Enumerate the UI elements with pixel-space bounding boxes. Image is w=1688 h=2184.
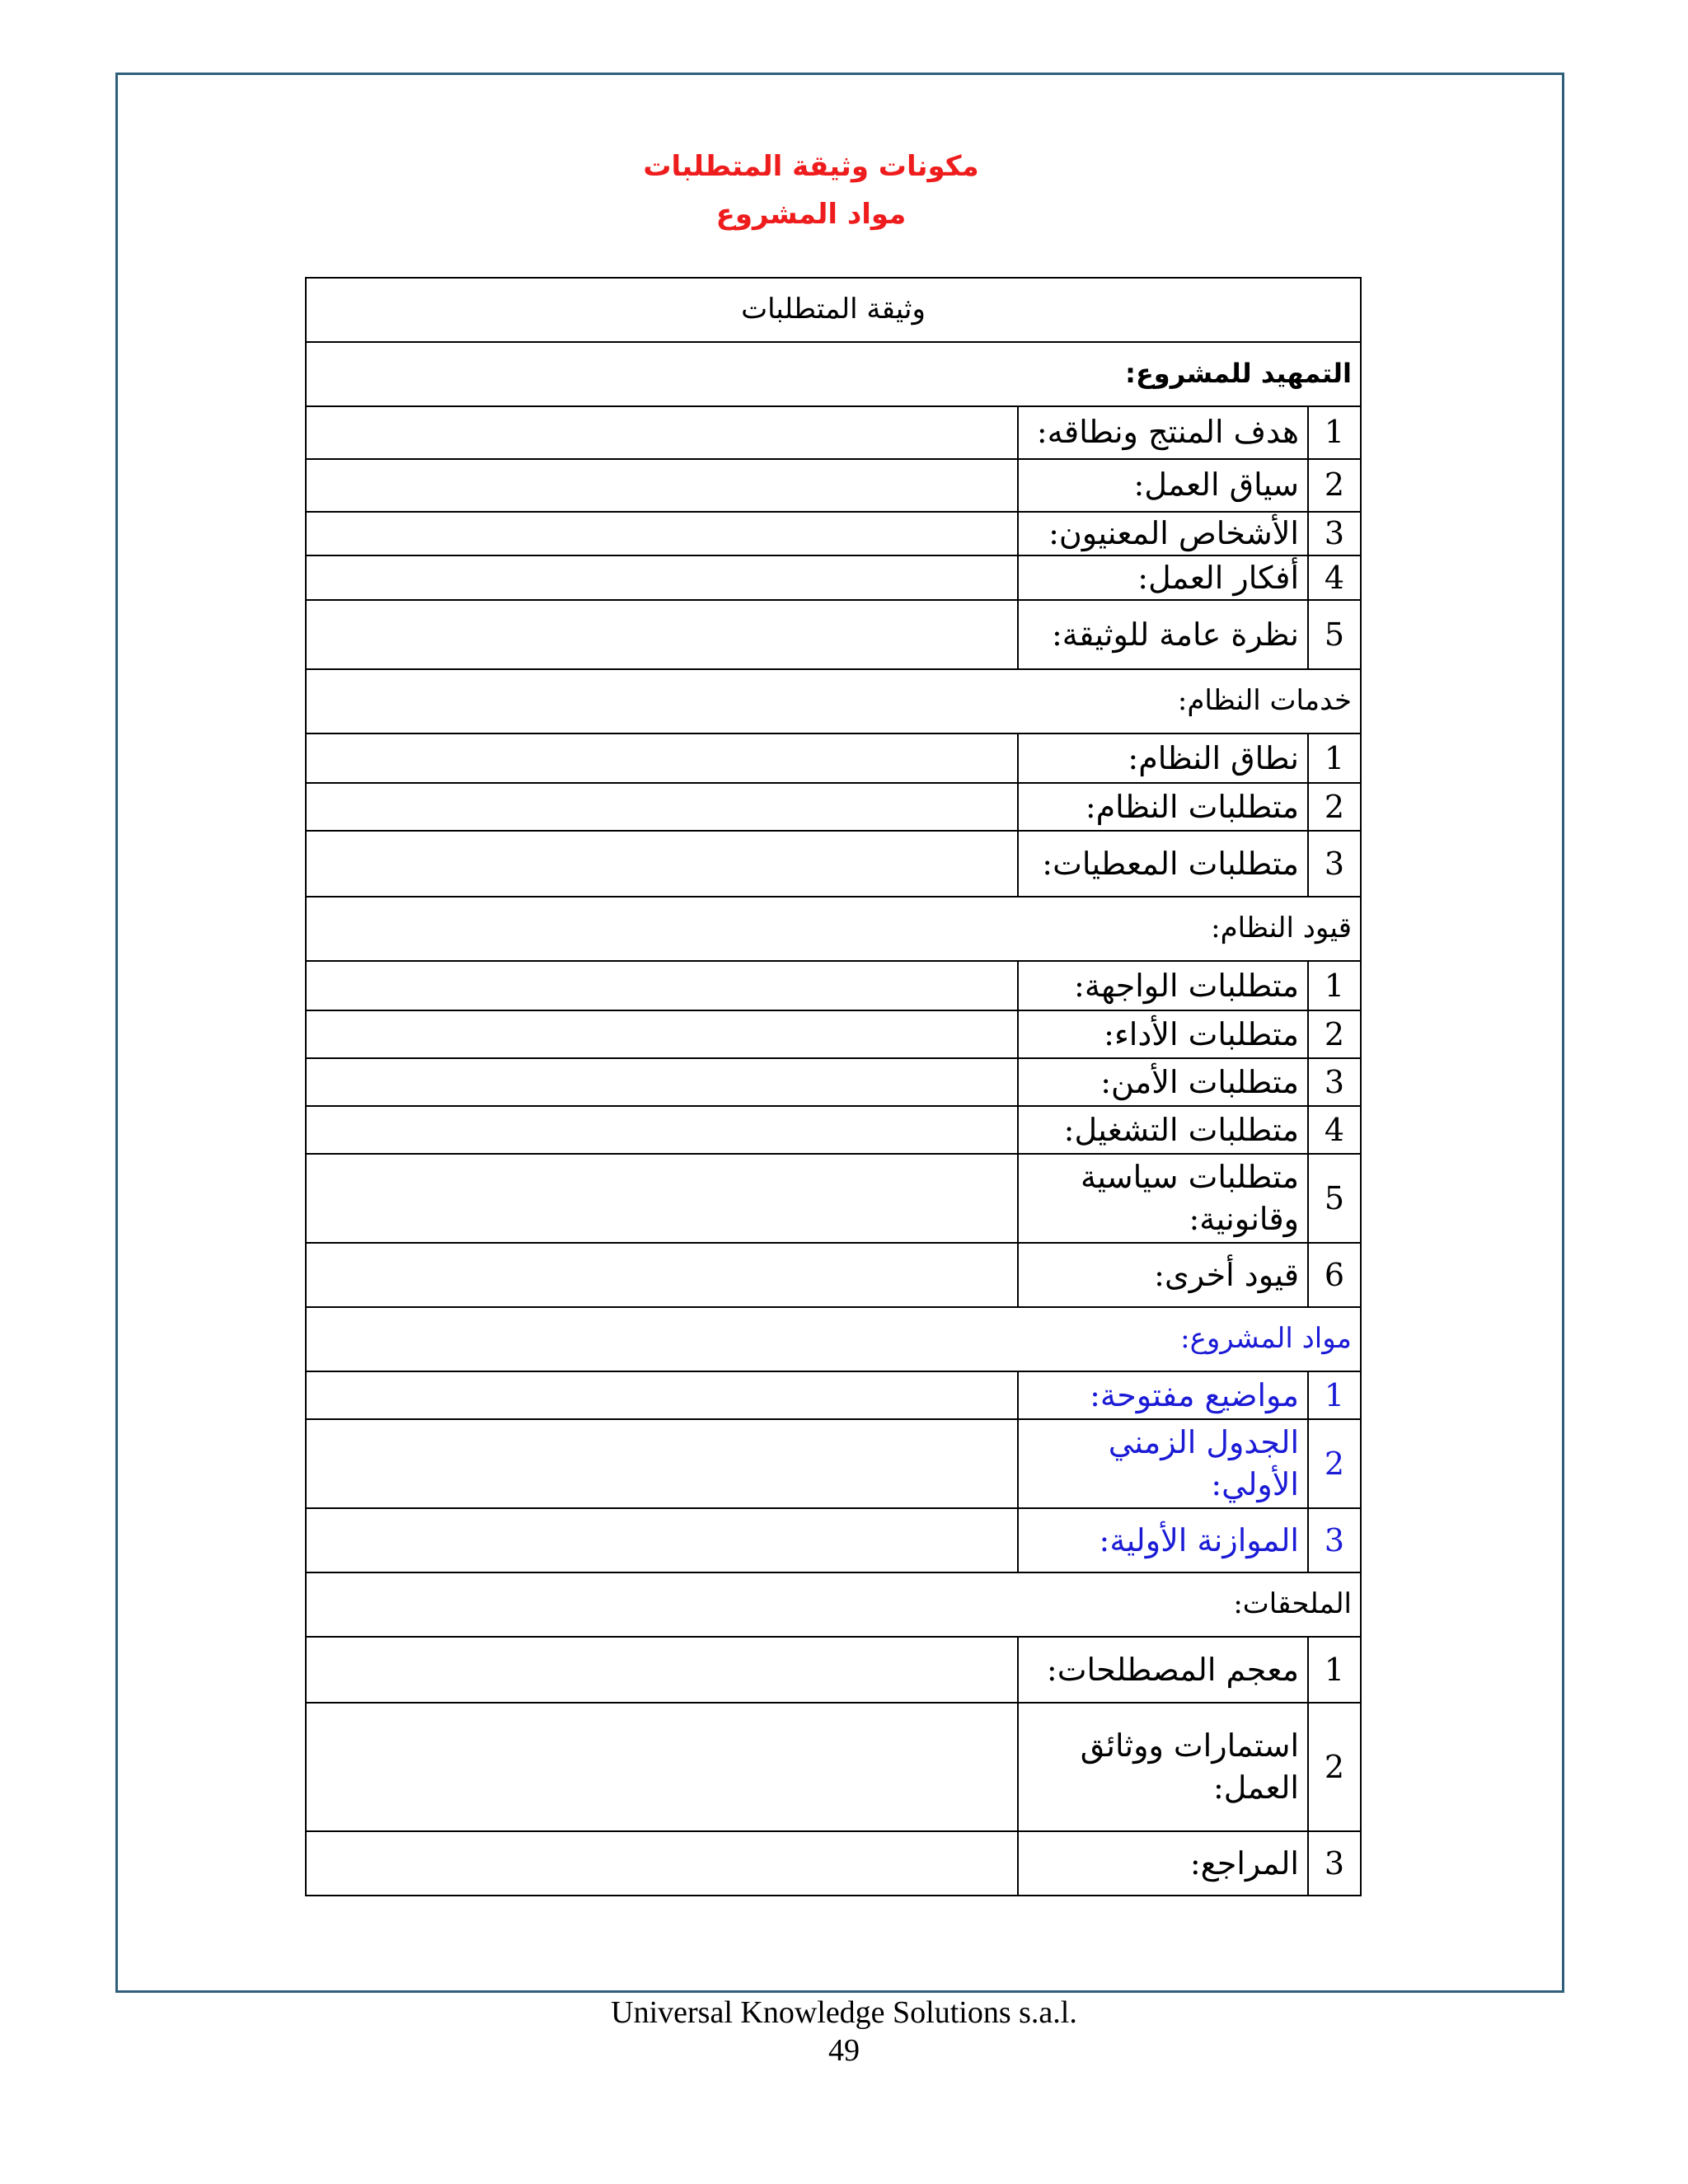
- row-value: [306, 1831, 1018, 1896]
- row-label: متطلبات الأداء:: [1018, 1010, 1308, 1058]
- row-number: 3: [1308, 1508, 1361, 1572]
- row-value: [306, 555, 1018, 600]
- row-value: [306, 783, 1018, 831]
- row-number: 2: [1308, 1010, 1361, 1058]
- row-value: [306, 600, 1018, 669]
- row-label: متطلبات سياسية وقانونية:: [1018, 1154, 1308, 1243]
- row-label: متطلبات الواجهة:: [1018, 961, 1308, 1010]
- section-row: [306, 897, 1361, 961]
- section-row: [306, 342, 1361, 406]
- row-value: [306, 733, 1018, 783]
- row-label: استمارات ووثائق العمل:: [1018, 1703, 1308, 1831]
- section-row: [306, 669, 1361, 733]
- table-row: [306, 733, 1361, 783]
- table-row: [306, 1243, 1361, 1307]
- section-title: الملحقات:: [306, 1572, 1361, 1637]
- section-row: [306, 1307, 1361, 1371]
- row-value: [306, 1058, 1018, 1106]
- table-header-row: [306, 278, 1361, 342]
- row-value: [306, 1703, 1018, 1831]
- row-number: 3: [1308, 1831, 1361, 1896]
- row-label: متطلبات النظام:: [1018, 783, 1308, 831]
- row-value: [306, 1243, 1018, 1307]
- table-row: [306, 1010, 1361, 1058]
- row-number: 4: [1308, 555, 1361, 600]
- section-row: [306, 1572, 1361, 1637]
- row-value: [306, 406, 1018, 459]
- row-number: 5: [1308, 600, 1361, 669]
- section-title: مواد المشروع:: [306, 1307, 1361, 1371]
- row-number: 6: [1308, 1243, 1361, 1307]
- table-row: [306, 1154, 1361, 1243]
- table-row: [306, 1058, 1361, 1106]
- table-row: [306, 961, 1361, 1010]
- table-row: [306, 783, 1361, 831]
- row-number: 1: [1308, 1637, 1361, 1703]
- row-number: 3: [1308, 512, 1361, 555]
- page-number: 49: [828, 2033, 860, 2068]
- table-row: [306, 1419, 1361, 1508]
- table-row: [306, 512, 1361, 555]
- document-subtitle: مواد المشروع: [715, 198, 907, 231]
- document-title: مكونات وثيقة المتطلبات: [643, 150, 979, 183]
- row-value: [306, 459, 1018, 512]
- row-label: الجدول الزمني الأولي:: [1018, 1419, 1308, 1508]
- row-number: 5: [1308, 1154, 1361, 1243]
- row-value: [306, 1371, 1018, 1419]
- row-value: [306, 1637, 1018, 1703]
- table-row: [306, 459, 1361, 512]
- table-row: [306, 1106, 1361, 1154]
- footer-company: Universal Knowledge Solutions s.a.l.: [611, 1995, 1077, 2030]
- row-label: متطلبات التشغيل:: [1018, 1106, 1308, 1154]
- row-value: [306, 1106, 1018, 1154]
- row-value: [306, 961, 1018, 1010]
- row-label: أفكار العمل:: [1018, 555, 1308, 600]
- row-value: [306, 1010, 1018, 1058]
- row-label: متطلبات الأمن:: [1018, 1058, 1308, 1106]
- row-number: 1: [1308, 733, 1361, 783]
- table-row: [306, 1371, 1361, 1419]
- table-row: [306, 831, 1361, 897]
- row-label: قيود أخرى:: [1018, 1243, 1308, 1307]
- row-number: 2: [1308, 1419, 1361, 1508]
- row-value: [306, 1508, 1018, 1572]
- requirements-table: [305, 277, 1362, 1896]
- row-number: 3: [1308, 1058, 1361, 1106]
- table-header: وثيقة المتطلبات: [306, 278, 1361, 342]
- row-number: 2: [1308, 1703, 1361, 1831]
- row-label: مواضيع مفتوحة:: [1018, 1371, 1308, 1419]
- row-value: [306, 512, 1018, 555]
- row-label: المراجع:: [1018, 1831, 1308, 1896]
- row-label: متطلبات المعطيات:: [1018, 831, 1308, 897]
- table-row: [306, 1637, 1361, 1703]
- row-label: هدف المنتج ونطاقه:: [1018, 406, 1308, 459]
- table-row: [306, 1831, 1361, 1896]
- section-title: التمهيد للمشروع:: [306, 342, 1361, 406]
- section-title: قيود النظام:: [306, 897, 1361, 961]
- row-label: سياق العمل:: [1018, 459, 1308, 512]
- table-row: [306, 1703, 1361, 1831]
- row-number: 4: [1308, 1106, 1361, 1154]
- row-value: [306, 1154, 1018, 1243]
- row-label: نظرة عامة للوثيقة:: [1018, 600, 1308, 669]
- row-number: 1: [1308, 406, 1361, 459]
- row-value: [306, 831, 1018, 897]
- row-value: [306, 1419, 1018, 1508]
- table-row: [306, 1508, 1361, 1572]
- row-label: معجم المصطلحات:: [1018, 1637, 1308, 1703]
- row-label: نطاق النظام:: [1018, 733, 1308, 783]
- row-label: الأشخاص المعنيون:: [1018, 512, 1308, 555]
- row-number: 1: [1308, 1371, 1361, 1419]
- section-title: خدمات النظام:: [306, 669, 1361, 733]
- row-label: الموازنة الأولية:: [1018, 1508, 1308, 1572]
- row-number: 3: [1308, 831, 1361, 897]
- table-row: [306, 600, 1361, 669]
- row-number: 2: [1308, 459, 1361, 512]
- row-number: 2: [1308, 783, 1361, 831]
- table-row: [306, 555, 1361, 600]
- row-number: 1: [1308, 961, 1361, 1010]
- table-row: [306, 406, 1361, 459]
